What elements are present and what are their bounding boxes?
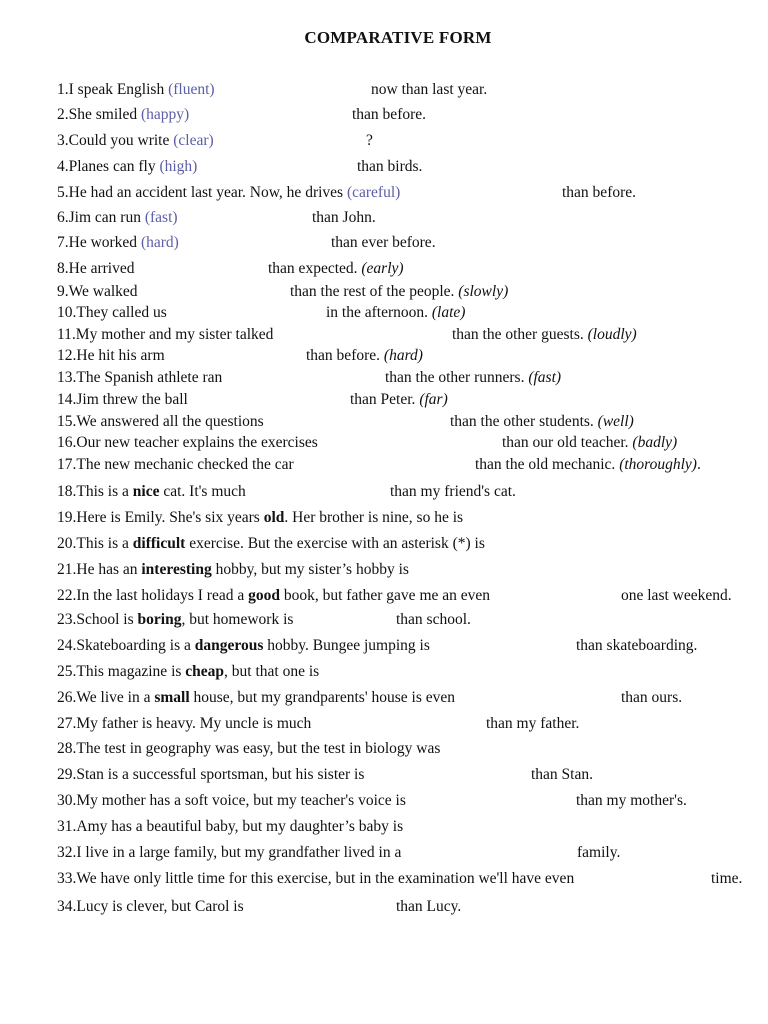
hint-word: (loudly) — [587, 326, 637, 343]
sentence-start — [57, 765, 364, 785]
sentence-start — [57, 534, 485, 554]
sentence-start — [57, 433, 318, 453]
sentence-end — [268, 259, 404, 279]
sentence-start — [57, 368, 222, 388]
sentence-end-text: than the other guests. — [452, 326, 588, 343]
hint-word: (well) — [597, 413, 634, 430]
sentence-text: 6.Jim can run — [57, 209, 145, 226]
sentence-end-text: than Peter. — [350, 391, 420, 408]
sentence-end — [577, 843, 620, 863]
sentence-start — [57, 482, 246, 502]
sentence-text: 15.We answered all the questions — [57, 413, 264, 430]
sentence-start — [57, 739, 440, 759]
sentence-end — [312, 208, 376, 228]
sentence-start — [57, 455, 294, 475]
sentence-start — [57, 586, 490, 606]
hint-word: (happy) — [140, 106, 190, 123]
sentence-text-cont: hobby, but my sister’s hobby is — [211, 561, 409, 578]
sentence-text-cont: , but homework is — [181, 611, 294, 628]
sentence-text: 19.Here is Emily. She's six years — [57, 509, 264, 526]
sentence-end — [306, 346, 423, 366]
sentence-end — [562, 183, 636, 203]
sentence-end — [621, 586, 732, 606]
sentence-start — [57, 105, 189, 125]
sentence-end-text: than my mother's. — [576, 792, 687, 809]
sentence-start — [57, 560, 409, 580]
sentence-end-text: than John. — [312, 209, 376, 226]
sentence-start — [57, 346, 165, 366]
sentence-end-text: than ever before. — [331, 234, 436, 251]
sentence-text: 14.Jim threw the ball — [57, 391, 188, 408]
sentence-start — [57, 610, 293, 630]
sentence-end-text: ? — [366, 132, 373, 149]
sentence-text: 30.My mother has a soft voice, but my teacher's voice is — [57, 792, 406, 809]
hint-word: (careful) — [346, 184, 401, 201]
sentence-end — [486, 714, 579, 734]
sentence-end — [390, 482, 516, 502]
sentence-end-text: than school. — [396, 611, 471, 628]
sentence-text: 9.We walked — [57, 283, 138, 300]
sentence-text: 29.Stan is a successful sportsman, but his sister is — [57, 766, 365, 783]
sentence-end-text: than the old mechanic. — [475, 456, 620, 473]
sentence-start — [57, 157, 197, 177]
sentence-start — [57, 282, 138, 302]
hint-word: (thoroughly) — [619, 456, 697, 473]
sentence-text: 25.This magazine is — [57, 663, 186, 680]
sentence-end — [371, 80, 487, 100]
base-adjective: nice — [132, 483, 160, 500]
sentence-end — [357, 157, 422, 177]
sentence-text: 28.The test in geography was easy, but the test in biology was — [57, 740, 441, 757]
sentence-end — [366, 131, 373, 151]
sentence-end-text: than before. — [562, 184, 637, 201]
sentence-end — [531, 765, 593, 785]
sentence-start — [57, 303, 167, 323]
sentence-text: 34.Lucy is clever, but Carol is — [57, 898, 244, 915]
sentence-text: 33.We have only little time for this exercise, but in the examination we'll have even — [57, 870, 575, 887]
sentence-text: 23.School is — [57, 611, 138, 628]
hint-word: (high) — [159, 158, 198, 175]
sentence-text-cont: book, but father gave me an even — [279, 587, 491, 604]
sentence-start — [57, 80, 215, 100]
sentence-end — [352, 105, 426, 125]
base-adjective: dangerous — [194, 637, 264, 654]
sentence-end-text: than before. — [306, 347, 384, 364]
sentence-start — [57, 869, 574, 889]
sentence-end-text: than skateboarding. — [576, 637, 698, 654]
sentence-end-text: than expected. — [268, 260, 362, 277]
base-adjective: interesting — [141, 561, 212, 578]
sentence-end-text: family. — [577, 844, 621, 861]
sentence-text: 17.The new mechanic checked the car — [57, 456, 294, 473]
sentence-text: 11.My mother and my sister talked — [57, 326, 274, 343]
sentence-end — [331, 233, 436, 253]
sentence-start — [57, 508, 463, 528]
sentence-end-text: time. — [711, 870, 743, 887]
sentence-start — [57, 791, 406, 811]
sentence-text: 22.In the last holidays I read a — [57, 587, 249, 604]
page-title: COMPARATIVE FORM — [304, 28, 492, 47]
sentence-end-text: one last weekend. — [621, 587, 732, 604]
sentence-start — [57, 233, 179, 253]
hint-word: (clear) — [173, 132, 214, 149]
sentence-text: 21.He has an — [57, 561, 142, 578]
base-adjective: difficult — [132, 535, 186, 552]
hint-word: (late) — [431, 304, 466, 321]
sentence-text: 1.I speak English — [57, 81, 169, 98]
sentence-text: 5.He had an accident last year. Now, he drives — [57, 184, 347, 201]
sentence-text: 12.He hit his arm — [57, 347, 165, 364]
sentence-end — [576, 636, 697, 656]
base-adjective: good — [248, 587, 280, 604]
sentence-text: 16.Our new teacher explains the exercises — [57, 434, 318, 451]
sentence-text: 8.He arrived — [57, 260, 135, 277]
sentence-text-cont: . Her brother is nine, so he is — [284, 509, 464, 526]
hint-word: (fluent) — [168, 81, 215, 98]
hint-word: (slowly) — [458, 283, 509, 300]
sentence-end-text: than the rest of the people. — [290, 283, 459, 300]
sentence-start — [57, 259, 134, 279]
sentence-end — [711, 869, 742, 889]
base-adjective: small — [154, 689, 190, 706]
sentence-end — [290, 282, 508, 302]
hint-word: (far) — [419, 391, 448, 408]
sentence-text: 26.We live in a — [57, 689, 155, 706]
sentence-end-text: than the other students. — [450, 413, 598, 430]
sentence-end-text: in the afternoon. — [326, 304, 432, 321]
sentence-text: 7.He worked — [57, 234, 141, 251]
sentence-end — [350, 390, 448, 410]
sentence-text: 24.Skateboarding is a — [57, 637, 195, 654]
sentence-end-text: than the other runners. — [385, 369, 529, 386]
sentence-text: 32.I live in a large family, but my grandfather lived in a — [57, 844, 402, 861]
sentence-start — [57, 183, 400, 203]
sentence-end — [452, 325, 637, 345]
sentence-start — [57, 714, 311, 734]
sentence-start — [57, 325, 273, 345]
hint-word: (hard) — [140, 234, 179, 251]
sentence-start — [57, 412, 264, 432]
sentence-start — [57, 843, 401, 863]
sentence-end — [326, 303, 465, 323]
sentence-end-text: than birds. — [357, 158, 423, 175]
sentence-text-cont: house, but my grandparents' house is even — [189, 689, 456, 706]
hint-word: (badly) — [632, 434, 678, 451]
sentence-text-cont: cat. It's much — [159, 483, 246, 500]
sentence-start — [57, 817, 403, 837]
hint-word: (hard) — [383, 347, 423, 364]
sentence-text-cont: , but that one is — [224, 663, 320, 680]
sentence-text: 13.The Spanish athlete ran — [57, 369, 223, 386]
sentence-start — [57, 390, 188, 410]
sentence-start — [57, 688, 455, 708]
sentence-text: 3.Could you write — [57, 132, 174, 149]
sentence-text: 31.Amy has a beautiful baby, but my daughter’s baby is — [57, 818, 404, 835]
sentence-end — [576, 791, 687, 811]
sentence-end-text: than Lucy. — [396, 898, 462, 915]
sentence-end-text: than Stan. — [531, 766, 593, 783]
sentence-end-text: than ours. — [621, 689, 683, 706]
hint-word: (fast) — [528, 369, 562, 386]
sentence-end — [450, 412, 634, 432]
sentence-end-text: than my father. — [486, 715, 580, 732]
sentence-start — [57, 636, 430, 656]
base-adjective: cheap — [185, 663, 225, 680]
sentence-text: 27.My father is heavy. My uncle is much — [57, 715, 312, 732]
sentence-end — [396, 897, 461, 917]
hint-word: (early) — [361, 260, 404, 277]
sentence-start — [57, 131, 214, 151]
sentence-text: 2.She smiled — [57, 106, 141, 123]
sentence-end-text: than my friend's cat. — [390, 483, 516, 500]
sentence-end — [475, 455, 701, 475]
sentence-end — [385, 368, 561, 388]
sentence-end — [396, 610, 471, 630]
sentence-start — [57, 897, 244, 917]
base-adjective: boring — [137, 611, 182, 628]
sentence-text-cont: hobby. Bungee jumping is — [263, 637, 430, 654]
sentence-text: 10.They called us — [57, 304, 167, 321]
sentence-end-text: than our old teacher. — [502, 434, 633, 451]
sentence-start — [57, 208, 178, 228]
punctuation: . — [696, 456, 701, 473]
sentence-end — [621, 688, 682, 708]
base-adjective: old — [263, 509, 285, 526]
sentence-text-cont: exercise. But the exercise with an asterisk (*) is — [185, 535, 485, 552]
sentence-end — [502, 433, 677, 453]
sentence-text: 20.This is a — [57, 535, 133, 552]
sentence-text: 18.This is a — [57, 483, 133, 500]
hint-word: (fast) — [144, 209, 178, 226]
sentence-end-text: than before. — [352, 106, 427, 123]
sentence-end-text: now than last year. — [371, 81, 488, 98]
sentence-start — [57, 662, 319, 682]
sentence-text: 4.Planes can fly — [57, 158, 160, 175]
